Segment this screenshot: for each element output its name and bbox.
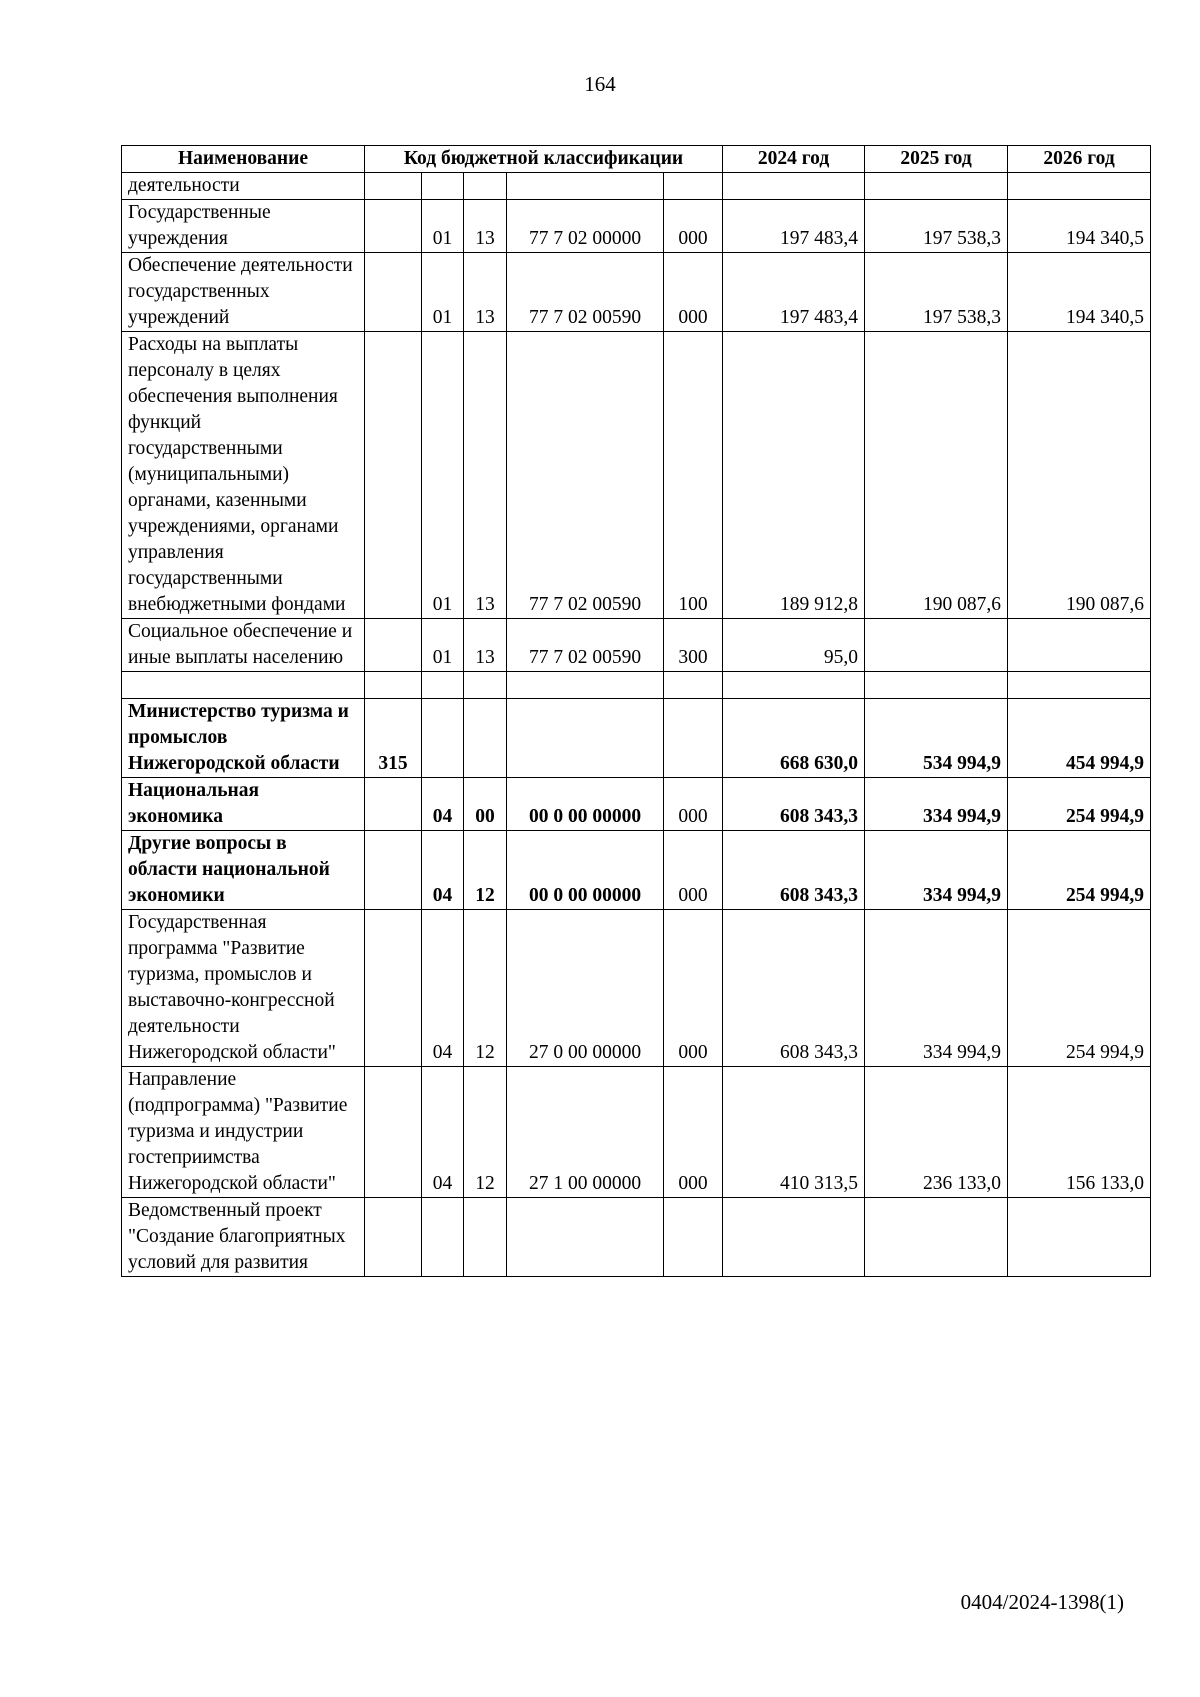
cell-target-article: 77 7 02 00590 bbox=[507, 619, 664, 672]
cell-target-article: 77 7 02 00590 bbox=[507, 332, 664, 619]
cell-name: Ведомственный проект "Создание благоприятных условий для развития bbox=[122, 1198, 365, 1277]
cell-dept-code bbox=[365, 200, 422, 253]
cell-subsection: 13 bbox=[464, 332, 507, 619]
header-2026: 2026 год bbox=[1008, 146, 1151, 173]
cell-2026: 454 994,9 bbox=[1008, 699, 1151, 778]
cell-2026 bbox=[1008, 173, 1151, 200]
cell-2024: 95,0 bbox=[723, 619, 865, 672]
cell-target-article bbox=[507, 699, 664, 778]
cell-section: 04 bbox=[422, 910, 464, 1067]
cell-target-article bbox=[507, 672, 664, 699]
table-body bbox=[122, 173, 1151, 1277]
table-row bbox=[122, 332, 1151, 619]
cell-2024: 608 343,3 bbox=[723, 831, 865, 910]
cell-2026: 194 340,5 bbox=[1008, 253, 1151, 332]
cell-name: Обеспечение деятельности государственных учреждений bbox=[122, 253, 365, 332]
table-row bbox=[122, 778, 1151, 831]
cell-2025: 197 538,3 bbox=[865, 253, 1008, 332]
cell-target-article bbox=[507, 173, 664, 200]
cell-section: 01 bbox=[422, 332, 464, 619]
cell-2024: 608 343,3 bbox=[723, 778, 865, 831]
cell-expense-type bbox=[664, 173, 723, 200]
cell-2025: 534 994,9 bbox=[865, 699, 1008, 778]
cell-name: Социальное обеспечение и иные выплаты населению bbox=[122, 619, 365, 672]
header-2025: 2025 год bbox=[865, 146, 1008, 173]
cell-dept-code bbox=[365, 672, 422, 699]
cell-target-article: 77 7 02 00000 bbox=[507, 200, 664, 253]
cell-2025: 334 994,9 bbox=[865, 778, 1008, 831]
cell-subsection: 13 bbox=[464, 200, 507, 253]
cell-target-article: 27 1 00 00000 bbox=[507, 1067, 664, 1198]
cell-expense-type: 000 bbox=[664, 200, 723, 253]
cell-expense-type: 300 bbox=[664, 619, 723, 672]
cell-subsection: 12 bbox=[464, 1067, 507, 1198]
cell-section bbox=[422, 173, 464, 200]
table-row bbox=[122, 910, 1151, 1067]
cell-section bbox=[422, 1198, 464, 1277]
header-2024: 2024 год bbox=[723, 146, 865, 173]
cell-expense-type: 000 bbox=[664, 831, 723, 910]
cell-2025 bbox=[865, 173, 1008, 200]
cell-2026: 254 994,9 bbox=[1008, 778, 1151, 831]
cell-section bbox=[422, 672, 464, 699]
cell-2024: 197 483,4 bbox=[723, 253, 865, 332]
cell-2025 bbox=[865, 1198, 1008, 1277]
cell-subsection bbox=[464, 699, 507, 778]
cell-subsection bbox=[464, 173, 507, 200]
cell-section: 01 bbox=[422, 200, 464, 253]
cell-dept-code bbox=[365, 1067, 422, 1198]
header-name: Наименование bbox=[122, 146, 365, 173]
page-number: 164 bbox=[584, 72, 616, 96]
header-code: Код бюджетной классификации bbox=[365, 146, 723, 173]
cell-target-article: 00 0 00 00000 bbox=[507, 831, 664, 910]
cell-name: Государственная программа "Развитие туризма, промыслов и выставочно-конгрессной деятельности Нижегородской области" bbox=[122, 910, 365, 1067]
cell-target-article: 77 7 02 00590 bbox=[507, 253, 664, 332]
table-row bbox=[122, 1067, 1151, 1198]
cell-dept-code bbox=[365, 619, 422, 672]
cell-2026 bbox=[1008, 1198, 1151, 1277]
cell-expense-type: 000 bbox=[664, 778, 723, 831]
cell-subsection: 12 bbox=[464, 831, 507, 910]
cell-2025 bbox=[865, 672, 1008, 699]
cell-2026 bbox=[1008, 619, 1151, 672]
cell-target-article: 00 0 00 00000 bbox=[507, 778, 664, 831]
cell-section: 01 bbox=[422, 619, 464, 672]
cell-2026: 156 133,0 bbox=[1008, 1067, 1151, 1198]
cell-2025: 334 994,9 bbox=[865, 910, 1008, 1067]
document-code: 0404/2024-1398(1) bbox=[960, 1590, 1124, 1614]
cell-expense-type: 100 bbox=[664, 332, 723, 619]
cell-target-article: 27 0 00 00000 bbox=[507, 910, 664, 1067]
cell-2025: 334 994,9 bbox=[865, 831, 1008, 910]
cell-dept-code bbox=[365, 778, 422, 831]
cell-name: Государственные учреждения bbox=[122, 200, 365, 253]
cell-2024: 197 483,4 bbox=[723, 200, 865, 253]
cell-subsection: 13 bbox=[464, 619, 507, 672]
cell-2026 bbox=[1008, 672, 1151, 699]
cell-name: Направление (подпрограмма) "Развитие туризма и индустрии гостеприимства Нижегородской области" bbox=[122, 1067, 365, 1198]
cell-2025: 190 087,6 bbox=[865, 332, 1008, 619]
table-row bbox=[122, 619, 1151, 672]
cell-2026: 254 994,9 bbox=[1008, 831, 1151, 910]
cell-expense-type bbox=[664, 699, 723, 778]
table-header bbox=[122, 146, 1151, 173]
cell-expense-type: 000 bbox=[664, 1067, 723, 1198]
table-row bbox=[122, 1198, 1151, 1277]
cell-2024 bbox=[723, 1198, 865, 1277]
cell-subsection bbox=[464, 1198, 507, 1277]
cell-subsection: 00 bbox=[464, 778, 507, 831]
cell-dept-code bbox=[365, 173, 422, 200]
cell-section bbox=[422, 699, 464, 778]
cell-2024: 189 912,8 bbox=[723, 332, 865, 619]
cell-subsection: 12 bbox=[464, 910, 507, 1067]
cell-expense-type bbox=[664, 1198, 723, 1277]
cell-dept-code bbox=[365, 332, 422, 619]
cell-dept-code bbox=[365, 1198, 422, 1277]
cell-expense-type: 000 bbox=[664, 910, 723, 1067]
table-row bbox=[122, 831, 1151, 910]
cell-section: 04 bbox=[422, 778, 464, 831]
cell-name: Национальная экономика bbox=[122, 778, 365, 831]
cell-subsection: 13 bbox=[464, 253, 507, 332]
cell-name: Расходы на выплаты персоналу в целях обеспечения выполнения функций государственными (муниципальными) органами, казенными учреждениями, органами управления государственными внебюджетными фондами bbox=[122, 332, 365, 619]
cell-dept-code bbox=[365, 910, 422, 1067]
cell-2024 bbox=[723, 672, 865, 699]
cell-subsection bbox=[464, 672, 507, 699]
cell-section: 04 bbox=[422, 831, 464, 910]
cell-name: Министерство туризма и промыслов Нижегородской области bbox=[122, 699, 365, 778]
cell-2026: 190 087,6 bbox=[1008, 332, 1151, 619]
cell-name: Другие вопросы в области национальной экономики bbox=[122, 831, 365, 910]
cell-target-article bbox=[507, 1198, 664, 1277]
table-row bbox=[122, 200, 1151, 253]
table-row bbox=[122, 672, 1151, 699]
cell-2026: 254 994,9 bbox=[1008, 910, 1151, 1067]
budget-table bbox=[121, 145, 1151, 1277]
table-row bbox=[122, 173, 1151, 200]
cell-name: деятельности bbox=[122, 173, 365, 200]
cell-expense-type bbox=[664, 672, 723, 699]
cell-2025: 197 538,3 bbox=[865, 200, 1008, 253]
cell-2024: 668 630,0 bbox=[723, 699, 865, 778]
cell-2025: 236 133,0 bbox=[865, 1067, 1008, 1198]
table-row bbox=[122, 253, 1151, 332]
cell-2024 bbox=[723, 173, 865, 200]
cell-dept-code: 315 bbox=[365, 699, 422, 778]
cell-expense-type: 000 bbox=[664, 253, 723, 332]
cell-name bbox=[122, 672, 365, 699]
cell-section: 04 bbox=[422, 1067, 464, 1198]
table-row bbox=[122, 699, 1151, 778]
cell-2026: 194 340,5 bbox=[1008, 200, 1151, 253]
cell-2024: 410 313,5 bbox=[723, 1067, 865, 1198]
cell-dept-code bbox=[365, 253, 422, 332]
cell-section: 01 bbox=[422, 253, 464, 332]
cell-dept-code bbox=[365, 831, 422, 910]
cell-2025 bbox=[865, 619, 1008, 672]
cell-2024: 608 343,3 bbox=[723, 910, 865, 1067]
